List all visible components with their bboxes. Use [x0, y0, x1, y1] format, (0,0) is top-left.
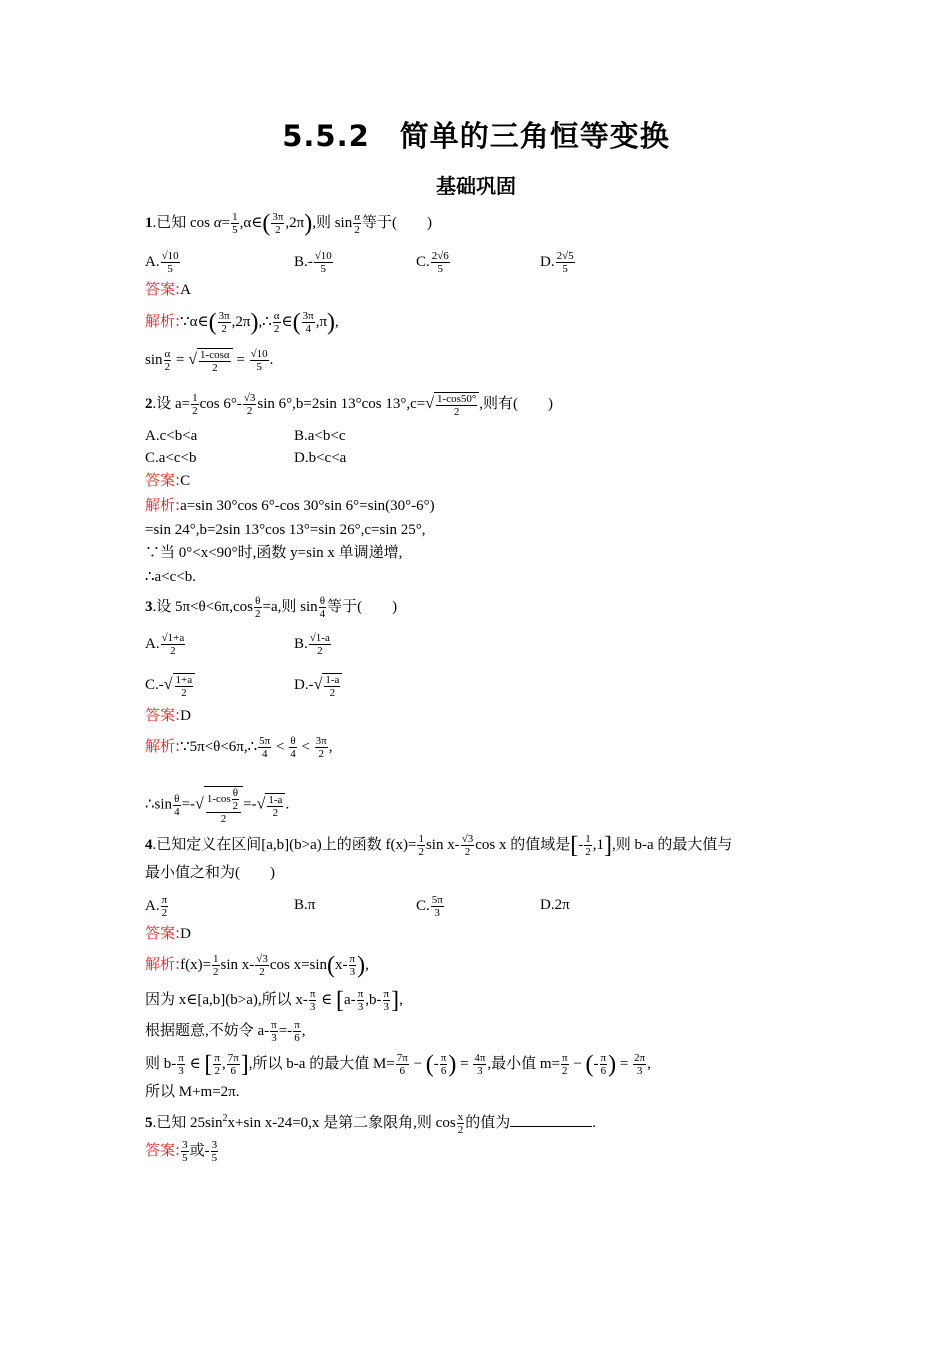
answer-blank[interactable] — [510, 1112, 592, 1127]
option-b: B.- $\frac{√10}{5}$ — [294, 250, 332, 275]
question-3-stem: 3.设 5π<θ<6π,cos $\frac{\theta}{2}$ =a,则 sin $\frac{\theta}{4}$ 等于( ) — [145, 595, 398, 620]
analysis-3-line-2: ∴sin $\frac{\theta}{4}$ =-√ 1-cos $\frac{\theta}{2}$ 2 =-√ $\frac{1-a}{2}$ . — [145, 787, 290, 825]
option-a: A. $\frac{\pi}{2}$ — [145, 894, 168, 919]
answer-3: 答案:D — [145, 706, 191, 724]
answer-5: 答案: $\frac{3}{5}$ 或- $\frac{3}{5}$ — [145, 1139, 218, 1165]
page-title: 5.5.2 简单的三角恒等变换 — [282, 119, 670, 153]
analysis-2-line-2: =sin 24°,b=2sin 13°cos 13°=sin 26°,c=sin 25°, — [145, 522, 426, 538]
option-d: D. $\frac{2√5}{5}$ — [540, 250, 574, 275]
analysis-2-line-4: ∴a<c<b. — [145, 569, 197, 585]
option-a: A.c<b<a — [145, 428, 198, 444]
question-4-stem-line-1: 4.已知定义在区间[a,b](b>a)上的函数 f(x)= $\frac{1}{2}$ sin x- $\frac{√3}{2}$ cos x 的值域是[- $\frac{1}{2}$ ,1],则 b-a 的最大值与 — [145, 832, 733, 859]
analysis-2-line-3: ∵当 0°<x<90°时,函数 y=sin x 单调递增, — [145, 545, 403, 561]
analysis-4-line-4: 则 b- $\frac{\pi}{3}$ ∈ [ $\frac{\pi}{2}$ , $\frac{7\pi}{6}$ ],所以 b-a 的最大值 M= $\frac{7\pi}{6}$ − (- $\frac{\pi}{6}$ ) = $\frac{4\pi}{3}$ ,最小值 m= $\frac{\pi}{2}$ − (- $\frac{\pi}{6}$ ) = $\frac{2\pi}{3}$ , — [145, 1051, 651, 1078]
option-c: C. $\frac{5\pi}{3}$ — [416, 894, 443, 919]
option-c: C.-√ $\frac{1+a}{2}$ — [145, 673, 195, 699]
option-c: C.a<c<b — [145, 450, 197, 466]
analysis-4-line-2: 因为 x∈[a,b](b>a),所以 x- $\frac{\pi}{3}$ ∈ [a- $\frac{\pi}{3}$ ,b- $\frac{\pi}{3}$ ], — [145, 987, 403, 1014]
question-5-stem: 5.已知 $25\sin^2x+\sin$ x-24=0,x 是第二象限角,则 cos $\frac{x}{2}$ 的值为 . — [145, 1111, 596, 1137]
option-b: B.π — [294, 897, 316, 913]
analysis-4-line-3: 根据题意,不妨令 a- $\frac{\pi}{3}$ =- $\frac{\pi}{6}$ , — [145, 1019, 306, 1044]
answer-2: 答案:C — [145, 471, 191, 489]
question-1-stem: 1.已知 cos α= $\frac{1}{5}$ ,α∈( $\frac{3\pi}{2}$ ,2π),则 sin $\frac{\alpha}{2}$ 等于( ) — [145, 210, 432, 237]
analysis-1-line-2: sin $\frac{\alpha}{2}$ = √ $\frac{1-\cos\alpha}{2}$ = $\frac{√10}{5}$ . — [145, 348, 274, 374]
fraction: $\frac{1}{5}$ — [232, 211, 238, 236]
option-d: D.-√ $\frac{1-a}{2}$ — [294, 673, 342, 699]
analysis-1-line-1: 解析:∵α∈( $\frac{3\pi}{2}$ ,2π),∴ $\frac{\alpha}{2}$ ∈( $\frac{3\pi}{4}$ ,π), — [145, 309, 339, 336]
option-d: D.b<c<a — [294, 450, 347, 466]
section-heading: 基础巩固 — [436, 174, 516, 198]
option-d: D.2π — [540, 897, 570, 913]
fraction: $\frac{3\pi}{2}$ — [272, 211, 284, 236]
question-4-stem-line-2: 最小值之和为( ) — [145, 865, 275, 881]
answer-1: 答案:A — [145, 280, 191, 298]
option-b: B. $\frac{√1-a}{2}$ — [294, 632, 330, 657]
fraction: $\frac{\alpha}{2}$ — [354, 211, 360, 236]
answer-4: 答案:D — [145, 924, 191, 942]
option-a: A. $\frac{√1+a}{2}$ — [145, 632, 185, 657]
option-a: A. $\frac{√10}{5}$ — [145, 250, 179, 275]
analysis-4-line-1: 解析:f(x)= $\frac{1}{2}$ sin x- $\frac{√3}{2}$ cos x=sin(x- $\frac{\pi}{3}$ ), — [145, 952, 369, 979]
option-c: C. $\frac{2√6}{5}$ — [416, 250, 449, 275]
analysis-3-line-1: 解析:∵5π<θ<6π,∴ $\frac{5\pi}{4}$ < $\frac{\theta}{4}$ < $\frac{3\pi}{2}$ , — [145, 735, 333, 761]
question-2-stem: 2.设 a= $\frac{1}{2}$ cos 6°- $\frac{√3}{2}$ sin 6°,b=2sin 13°cos 13°,c=√ $\frac{1-\cos 50^\circ}{2}$ ,则有( ) — [145, 392, 554, 418]
analysis-2-line-1: 解析:a=sin 30°cos 6°-cos 30°sin 6°=sin(30°-6°) — [145, 496, 435, 514]
option-b: B.a<b<c — [294, 428, 346, 444]
analysis-4-line-5: 所以 M+m=2π. — [145, 1084, 240, 1100]
